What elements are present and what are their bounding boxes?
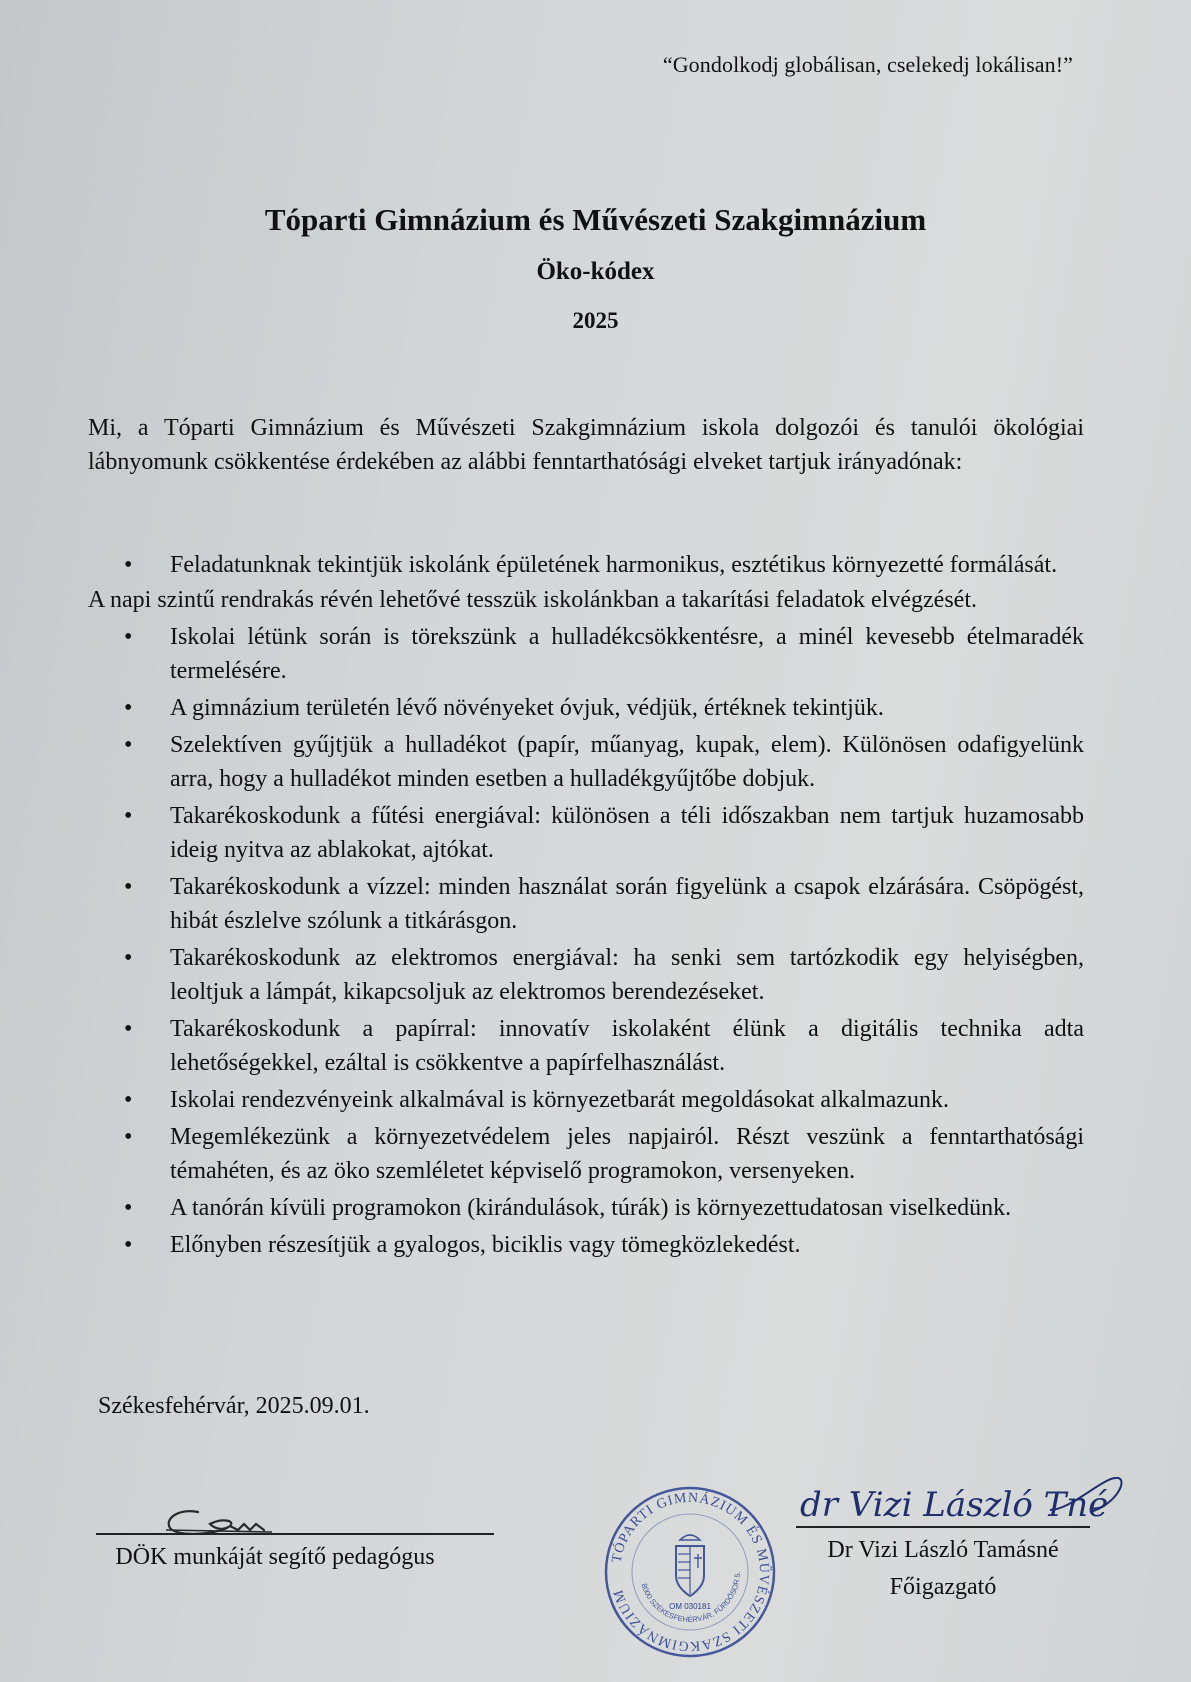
list-item (88, 1012, 1084, 1080)
left-signature-line (96, 1533, 494, 1535)
list-item-text: Takarékoskodunk a fűtési energiával: különösen a téli időszakban nem tartjuk huzamosabb ideig nyitva az ablakokat, ajtókat. (170, 803, 1084, 863)
signatory-name: Dr Vizi László Tamásné (827, 1537, 1059, 1563)
stamp-inner-text: 8000 SZÉKESFEHÉRVÁR, FŰRDŐSOR 5. (639, 1571, 743, 1625)
list-item-text: Szelektíven gyűjtjük a hulladékot (papír, műanyag, kupak, elem). Különösen odafigyelünk arra, hogy a hulladékot minden esetben a hulladékgyűjtőbe dobjuk. (170, 732, 1084, 792)
list-item (88, 1191, 1084, 1225)
school-stamp (602, 1484, 778, 1660)
stamp-om-code: OM 030181 (669, 1602, 711, 1611)
list-item-text: Takarékoskodunk a papírral: innovatív iskolaként élünk a digitális technika adta lehetőségekkel, ezáltal is csökkentve a papírfelhasználást. (170, 1016, 1084, 1076)
bullet-icon: • (124, 624, 133, 650)
institution-title: Tóparti Gimnázium és Művészeti Szakgimnázium (264, 202, 927, 237)
document-year: 2025 (572, 308, 619, 333)
bullet-icon: • (124, 695, 133, 721)
principles-list (88, 548, 1084, 1265)
bullet-icon: • (124, 803, 133, 829)
svg-text:dr Vizi László Tné: dr Vizi László Tné (800, 1485, 1109, 1525)
place-date: Székesfehérvár, 2025.09.01. (98, 1393, 370, 1419)
list-item (88, 728, 1084, 796)
intro-paragraph: Mi, a Tóparti Gimnázium és Művészeti Szakgimnázium iskola dolgozói és tanulói ökológiai lábnyomunk csökkentése érdekében az alábbi fenntarthatósági elveket tartjuk irányadónak: (88, 415, 1084, 475)
left-signature-caption: DÖK munkáját segítő pedagógus (115, 1544, 435, 1570)
right-signature (800, 1470, 1130, 1528)
list-item (88, 799, 1084, 867)
signatory-role: Főigazgató (889, 1574, 997, 1600)
coat-of-arms-icon (676, 1535, 704, 1596)
list-item (88, 1120, 1084, 1188)
list-item-text: Takarékoskodunk az elektromos energiával: ha senki sem tartózkodik egy helyiségben, leoltjuk a lámpát, kikapcsoljuk az elektromos berendezéseket. (170, 945, 1084, 1005)
bullet-icon: • (124, 1195, 133, 1221)
list-item-text: Feladatunknak tekintjük iskolánk épületének harmonikus, esztétikus környezetté formálását. (170, 552, 1058, 578)
list-item-text: Előnyben részesítjük a gyalogos, biciklis vagy tömegközlekedést. (170, 1232, 801, 1258)
svg-text:8000 SZÉKESFEHÉRVÁR, FŰRDŐSOR (640, 1571, 742, 1624)
list-item (88, 548, 1084, 582)
list-item (88, 691, 1084, 725)
list-item-text: A napi szintű rendrakás révén lehetővé tesszük iskolánkban a takarítási feladatok elvégzését. (88, 587, 977, 613)
list-item-text: A gimnázium területén lévő növényeket óvjuk, védjük, értéknek tekintjük. (170, 695, 884, 721)
list-item-text: Takarékoskodunk a vízzel: minden használat során figyelünk a csapok elzárására. Csöpögést, hibát észlelve szólunk a titkárásgon. (170, 874, 1084, 934)
right-signature-line (796, 1526, 1090, 1528)
stamp-outer-text: TÓPARTI GIMNÁZIUM ÉS MŰVÉSZETI SZAKGIMNÁZIUM (609, 1490, 772, 1654)
list-item-text: Iskolai rendezvényeink alkalmával is környezetbarát megoldásokat alkalmazunk. (170, 1087, 950, 1113)
bullet-icon: • (124, 945, 133, 971)
bullet-icon: • (124, 732, 133, 758)
list-item (88, 1083, 1084, 1117)
bullet-icon: • (124, 874, 133, 900)
list-item-text: A tanórán kívüli programokon (kirándulások, túrák) is környezettudatosan viselkedünk. (170, 1195, 1012, 1221)
bullet-icon: • (124, 552, 133, 578)
document-subtitle: Öko-kódex (536, 258, 655, 285)
list-item (88, 583, 1084, 617)
bullet-icon: • (124, 1232, 133, 1258)
bullet-icon: • (124, 1124, 133, 1150)
bullet-icon: • (124, 1016, 133, 1042)
list-item-text: Iskolai létünk során is törekszünk a hulladékcsökkentésre, a minél kevesebb ételmaradék termelésére. (170, 624, 1084, 684)
bullet-icon: • (124, 1087, 133, 1113)
list-item-text: Megemlékezünk a környezetvédelem jeles napjairól. Részt veszünk a fenntarthatósági témahéten, és az öko szemléletet képviselő programokon, versenyeken. (170, 1124, 1084, 1184)
motto: “Gondolkodj globálisan, cselekedj lokálisan!” (662, 52, 1073, 77)
list-item (88, 620, 1084, 688)
list-item (88, 1228, 1084, 1262)
list-item (88, 870, 1084, 938)
list-item (88, 941, 1084, 1009)
